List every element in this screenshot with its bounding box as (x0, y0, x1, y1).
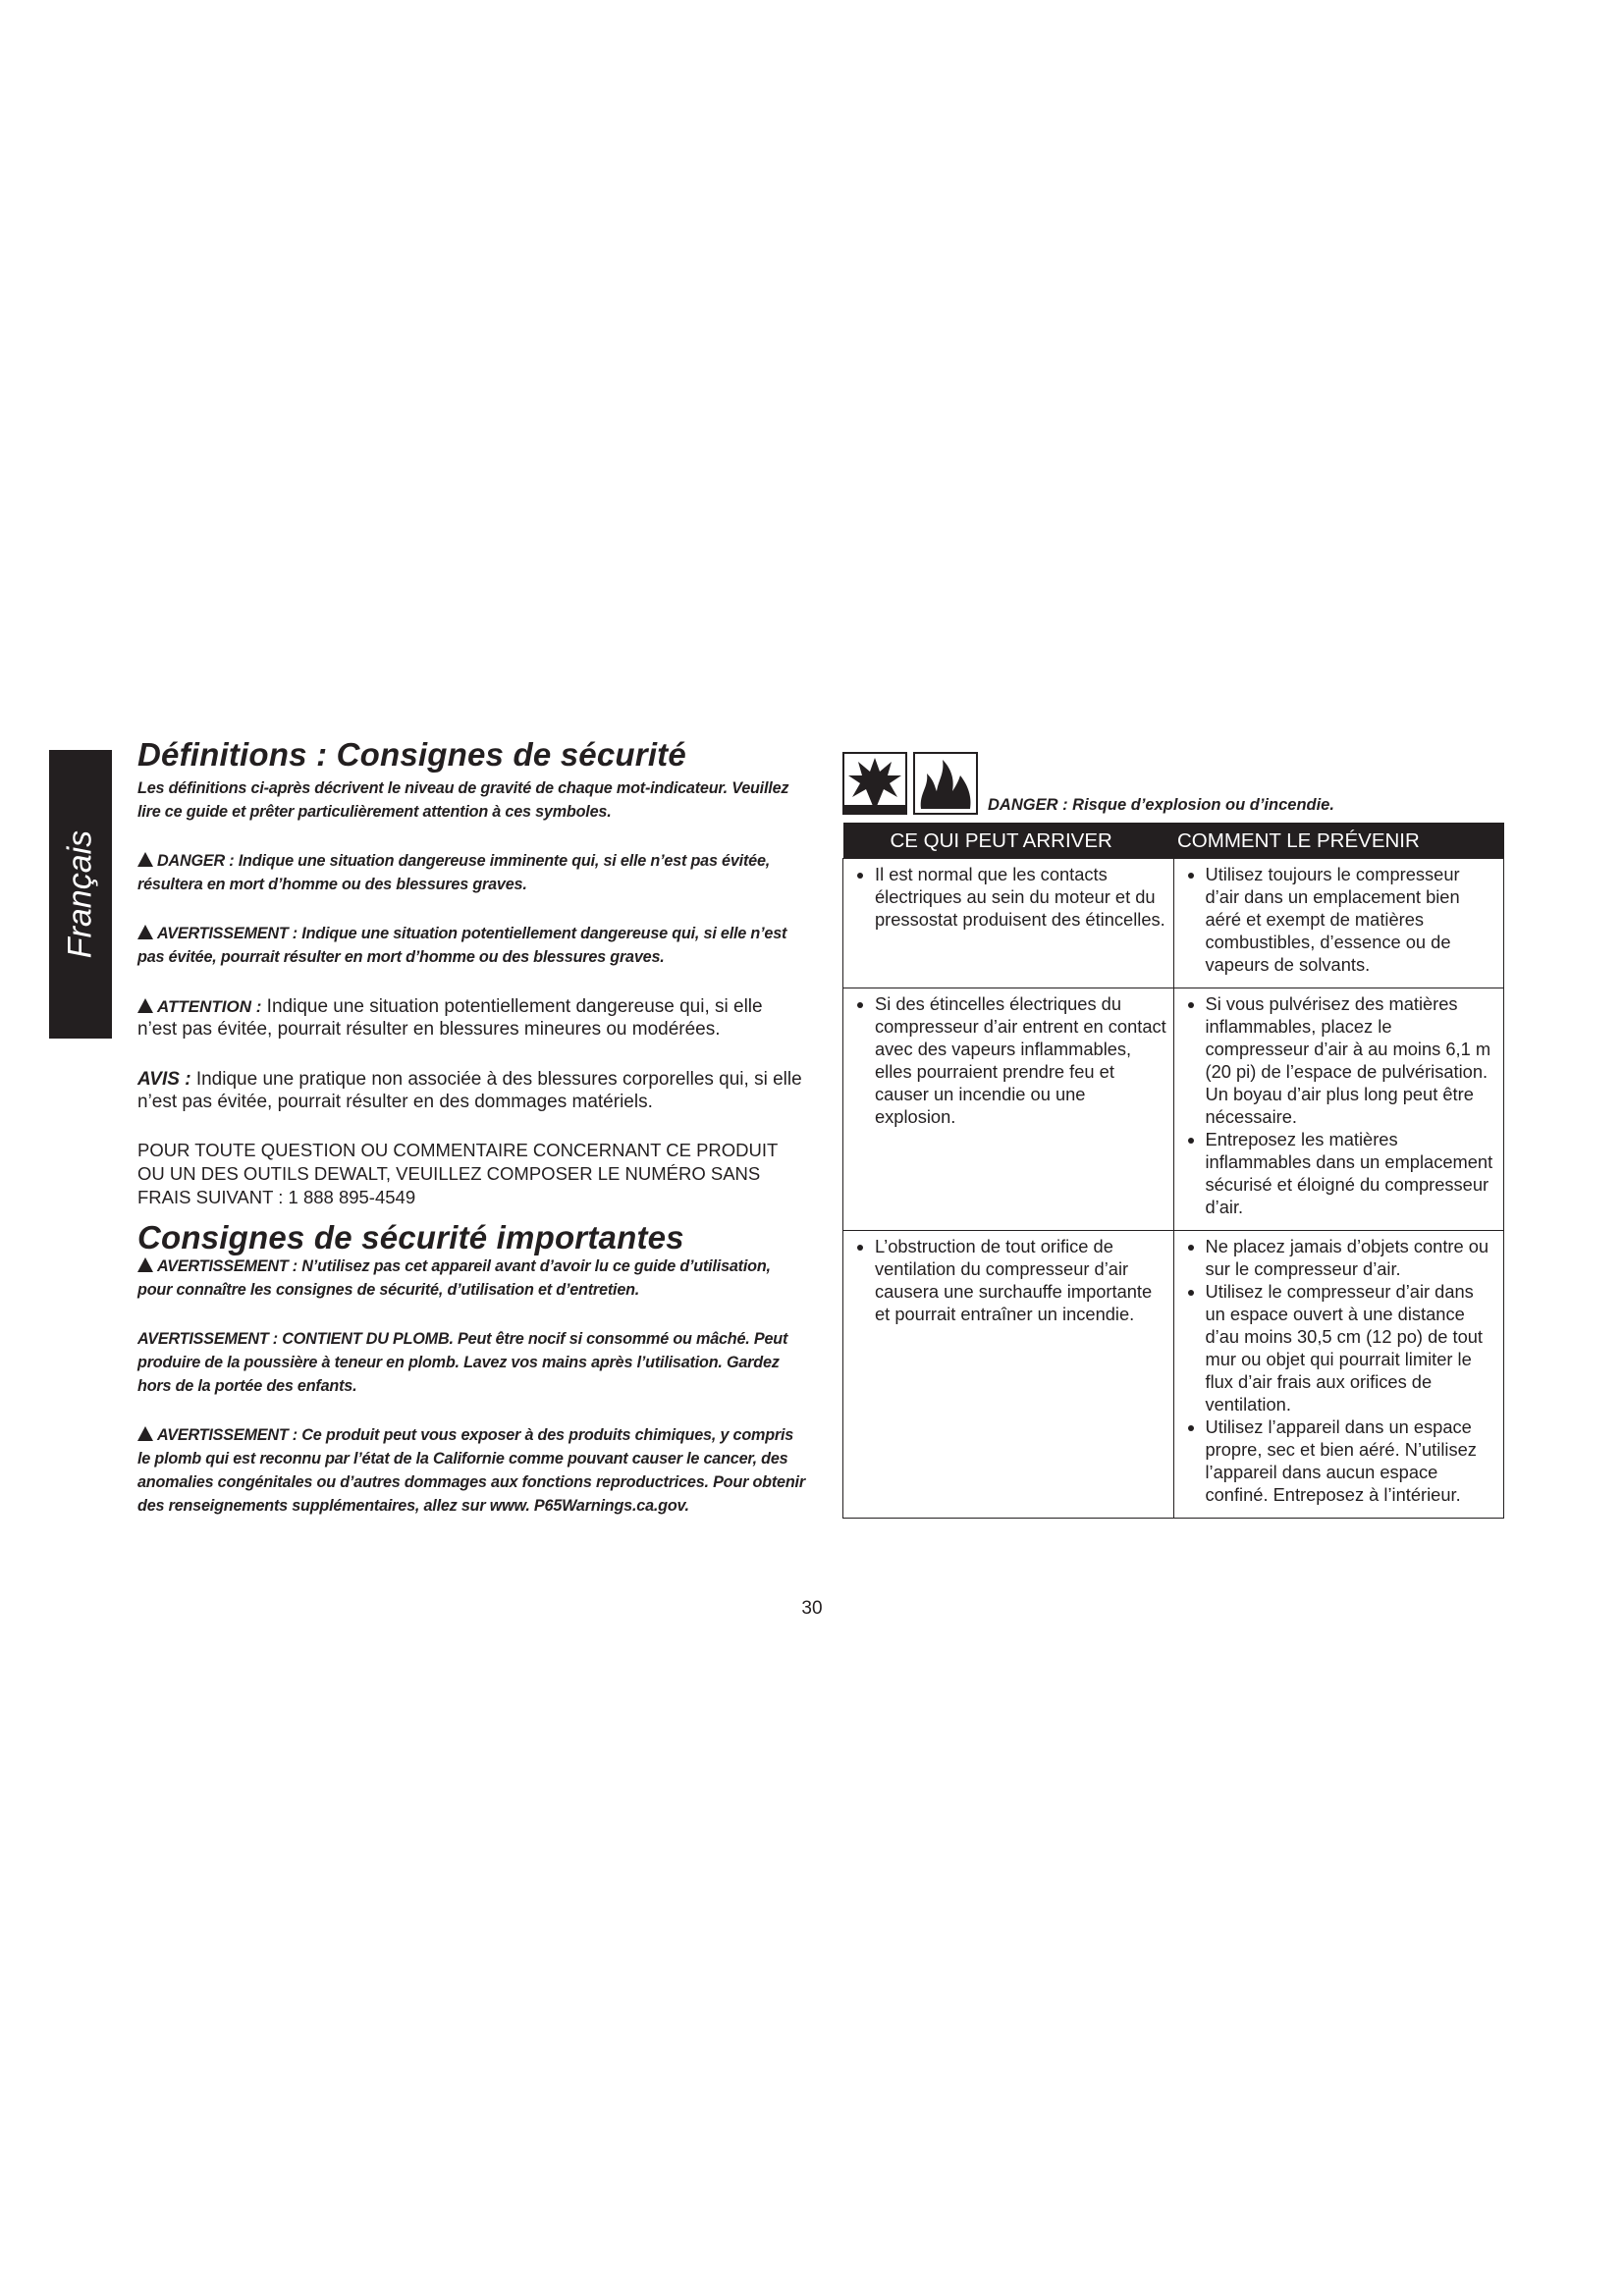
table-cell (1173, 859, 1504, 988)
warning-triangle-icon (137, 1426, 153, 1441)
table-cell (843, 1231, 1174, 1519)
page-number: 30 (801, 1598, 823, 1619)
list-item: • Si vous pulvérisez des matières inflammables, placez le compresseur d’air à au moins 6,1 m (20 pi) de l’espace de pulvérisation. Un boyau d’air plus long peut être nécessaire. (1206, 992, 1498, 1128)
language-tab (49, 750, 112, 1039)
list-item: • L’obstruction de tout orifice de ventilation du compresseur d’air causera une surchauffe importante et pourrait entraîner un incendie. (875, 1235, 1167, 1325)
table-row (843, 859, 1504, 988)
caution-definition: ATTENTION : Indique une situation potentiellement dangereuse qui, si elle n’est pas évitée, pourrait résulter en blessures mineures ou modérées. (137, 995, 763, 1041)
important-title: Consignes de sécurité importantes (137, 1218, 684, 1255)
list-item: • Utilisez l’appareil dans un espace propre, sec et bien aéré. N’utilisez l’appareil dans aucun espace confiné. Entreposez à l’intérieur. (1206, 1415, 1498, 1506)
list-item: • Ne placez jamais d’objets contre ou sur le compresseur d’air. (1206, 1235, 1498, 1280)
explosion-icon (842, 752, 907, 815)
fire-icon (913, 752, 978, 815)
column-header-prevention: COMMENT LE PRÉVENIR (1173, 823, 1504, 859)
warning-lead: AVERTISSEMENT : CONTIENT DU PLOMB. Peut être nocif si consommé ou mâché. Peut produire de la poussière à teneur en plomb. Lavez vos mains après l’utilisation. Gardez hors de la portée des enfants. (137, 1330, 788, 1396)
table-cell (1173, 988, 1504, 1231)
list-item: • Si des étincelles électriques du compresseur d’air entrent en contact avec des vapeurs inflammables, elles pourraient prendre feu et causer un incendie ou une explosion. (875, 992, 1167, 1128)
hazard-header (842, 746, 1505, 815)
definitions-title: Définitions : Consignes de sécurité (137, 736, 686, 773)
list-item: • Il est normal que les contacts électriques au sein du moteur et du pressostat produisent des étincelles. (875, 863, 1167, 931)
warning-triangle-icon (137, 852, 153, 867)
warning-triangle-icon (137, 998, 153, 1013)
table-row (843, 988, 1504, 1231)
definitions-intro: Les définitions ci-après décrivent le niveau de gravité de chaque mot-indicateur. Veuillez lire ce guide et prêter particulièrement attention à ces symboles. (137, 778, 789, 821)
warning-prop65: AVERTISSEMENT : Ce produit peut vous exposer à des produits chimiques, y compris le plomb qui est reconnu par l’état de la Californie comme pouvant causer le cancer, des anomalies congénitales ou d’autres dommages aux fonctions reproductrices. Pour obtenir des renseignements supplémentaires, allez sur www. P65Warnings.ca.gov. (137, 1426, 805, 1516)
hazard-caption: DANGER : Risque d’explosion ou d’incendie. (988, 796, 1334, 814)
warning-triangle-icon (137, 1257, 153, 1272)
warning-read-manual: AVERTISSEMENT : N’utilisez pas cet appareil avant d’avoir lu ce guide d’utilisation, pour connaître les consignes de sécurité, d’utilisation et d’entretien. (137, 1257, 771, 1300)
table-row (843, 1231, 1504, 1519)
table-cell (1173, 1231, 1504, 1519)
table-cell (843, 988, 1174, 1231)
list-item: • Utilisez toujours le compresseur d’air dans un emplacement bien aéré et exempt de matières combustibles, d’essence ou de vapeurs de solvants. (1206, 863, 1498, 976)
warning-definition: AVERTISSEMENT : Indique une situation potentiellement dangereuse qui, si elle n’est pas évitée, pourrait résulter en mort d’homme ou des blessures graves. (137, 924, 787, 966)
list-item: • Utilisez le compresseur d’air dans un espace ouvert à une distance d’au moins 30,5 cm (12 po) de tout mur ou objet qui pourrait limiter le flux d’air frais aux orifices de ventilation. (1206, 1280, 1498, 1415)
language-tab-label: Français (61, 829, 99, 959)
notice-definition: AVIS : Indique une pratique non associée à des blessures corporelles qui, si elle n’est pas évitée, pourrait résulter en des dommages matériels. (137, 1068, 802, 1113)
hazard-section (842, 746, 1505, 1519)
column-header-what-happens: CE QUI PEUT ARRIVER (843, 823, 1174, 859)
definitions-section (137, 738, 805, 1518)
warning-triangle-icon (137, 925, 153, 939)
danger-definition: DANGER : Indique une situation dangereuse imminente qui, si elle n’est pas évitée, résultera en mort d’homme ou des blessures graves. (137, 851, 771, 893)
contact-text: POUR TOUTE QUESTION OU COMMENTAIRE CONCERNANT CE PRODUIT OU UN DES OUTILS DEWALT, VEUILLEZ COMPOSER LE NUMÉRO SANS FRAIS SUIVANT : 1 888 895-4549 (137, 1139, 779, 1207)
table-cell (843, 859, 1174, 988)
hazard-table (842, 823, 1504, 1519)
list-item: • Entreposez les matières inflammables dans un emplacement sécurisé et éloigné du compresseur d’air. (1206, 1128, 1498, 1218)
